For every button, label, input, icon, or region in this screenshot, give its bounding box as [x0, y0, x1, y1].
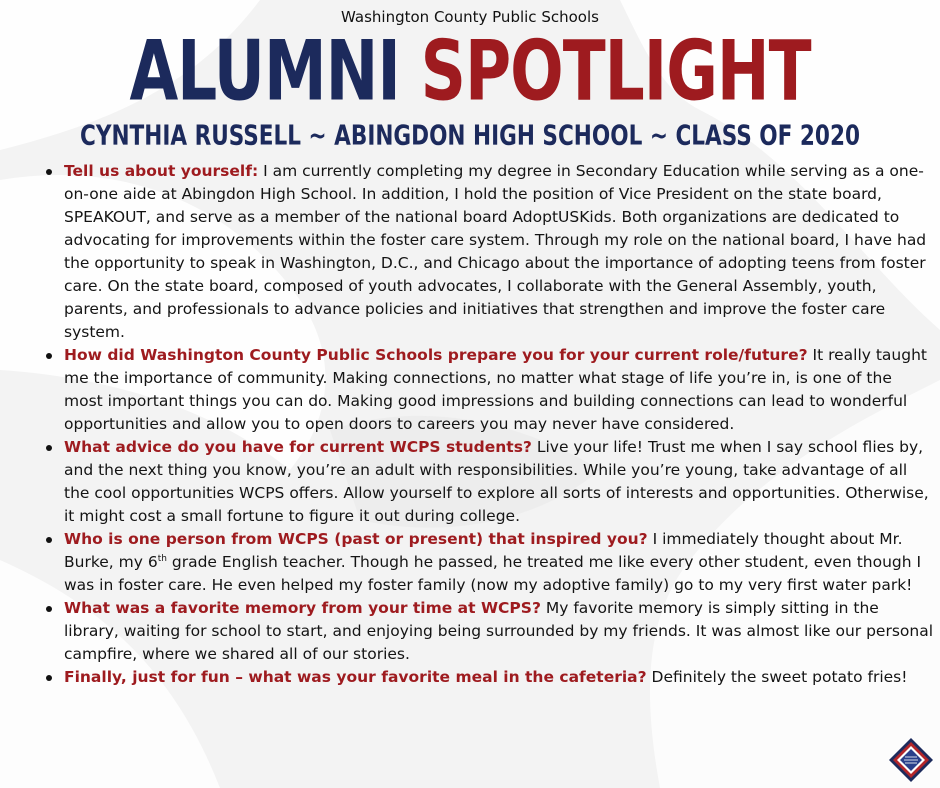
question-text: Tell us about yourself: [64, 162, 259, 180]
title-word-spotlight: SPOTLIGHT [420, 22, 811, 120]
answer-text: I am currently completing my degree in Secondary Education while serving as a one-on-one aide at Abingdon High School. In addition, I hold the position of Vice President on the state board, SPEAKOUT, and serve as a member of the national board AdoptUSKids. Both organizations are dedicated to advocating for improvements within the foster care system. Through my role on the national board, I have had the opportunity to speak in Washington, D.C., and Chicago about the importance of adopting teens from foster care. On the state board, composed of youth advocates, I collaborate with the General Assembly, youth, parents, and professionals to advance policies and initiatives that strengthen and improve the foster care system. [64, 162, 927, 341]
answer-text: It really taught me the importance of community. Making connections, no matter what stage of life you’re in, is one of the most important things you can do. Making good impressions and building connections can lead to wonderful opportunities and allow you to open doors to careers you may never have considered. [64, 346, 927, 433]
qa-item [64, 666, 934, 689]
qa-item [64, 436, 934, 528]
title-word-alumni: ALUMNI [129, 22, 400, 120]
qa-item [64, 344, 934, 436]
qa-item [64, 160, 934, 344]
alumni-subtitle: CYNTHIA RUSSELL ~ ABINGDON HIGH SCHOOL ~ CLASS OF 2020 [79, 119, 860, 152]
question-text: How did Washington County Public Schools prepare you for your current role/future? [64, 346, 808, 364]
qa-item [64, 597, 934, 666]
organization-name: Washington County Public Schools [341, 8, 599, 26]
question-text: Who is one person from WCPS (past or present) that inspired you? [64, 530, 648, 548]
answer-text-pre: I immediately thought about Mr. Burke, my 6 [64, 530, 903, 571]
answer-text: My favorite memory is simply sitting in the library, waiting for school to start, and enjoying being surrounded by my friends. It was almost like our personal campfire, where we shared all of our stories. [64, 599, 934, 663]
qa-item [64, 528, 934, 597]
qa-list [38, 160, 934, 689]
page-title [0, 22, 940, 120]
question-text: What advice do you have for current WCPS students? [64, 438, 532, 456]
ordinal-superscript: th [157, 553, 167, 564]
question-text: What was a favorite memory from your time at WCPS? [64, 599, 541, 617]
answer-text-post: grade English teacher. Though he passed, he treated me like every other student, even though I was in foster care. He even helped my foster family (now my adoptive family) go to my very first water park! [64, 553, 922, 594]
question-text: Finally, just for fun – what was your favorite meal in the cafeteria? [64, 668, 647, 686]
district-seal-icon [888, 737, 934, 783]
answer-text: Definitely the sweet potato fries! [646, 668, 908, 686]
answer-text: Live your life! Trust me when I say school flies by, and the next thing you know, you’re an adult with responsibilities. While you’re young, take advantage of all the cool opportunities WCPS offers. Allow yourself to explore all sorts of interests and opportunities. Otherwise, it might cost a small fortune to figure it out during college. [64, 438, 929, 525]
